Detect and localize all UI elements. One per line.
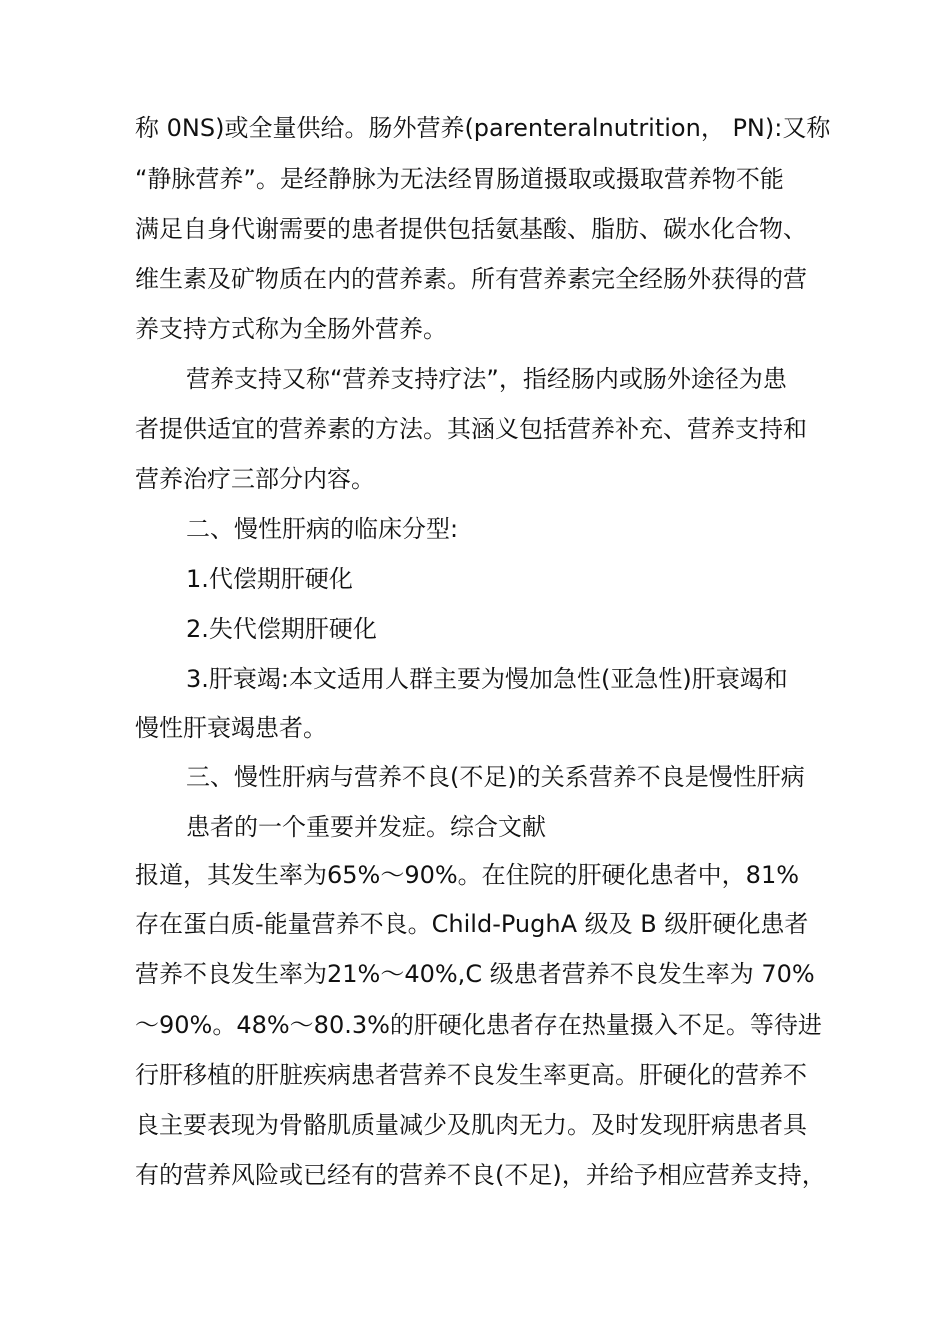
- section-heading-malnutrition-relation: 三、慢性肝病与营养不良(不足)的关系营养不良是慢性肝病: [186, 763, 805, 791]
- section-heading-clinical-types: 二、慢性肝病的临床分型:: [186, 515, 459, 543]
- list-item-compensated-cirrhosis: 1.代偿期肝硬化: [186, 565, 353, 593]
- text-line: 〜90%。48%〜80.3%的肝硬化患者存在热量摄入不足。等待进: [135, 1011, 822, 1039]
- text-line: 满足自身代谢需要的患者提供包括氨基酸、脂肪、碳水化合物、: [135, 215, 807, 243]
- text-line: 良主要表现为骨骼肌质量减少及肌肉无力。及时发现肝病患者具: [135, 1111, 807, 1139]
- paragraph-start-line: 营养支持又称“营养支持疗法”，指经肠内或肠外途径为患: [186, 365, 787, 393]
- list-item-liver-failure: 3.肝衰竭:本文适用人群主要为慢加急性(亚急性)肝衰竭和: [186, 665, 788, 693]
- text-line: “静脉营养”。是经静脉为无法经胃肠道摄取或摄取营养物不能: [135, 165, 784, 193]
- text-line: 有的营养风险或已经有的营养不良(不足)，并给予相应营养支持，: [135, 1161, 826, 1189]
- text-line: 者提供适宜的营养素的方法。其涵义包括营养补充、营养支持和: [135, 415, 807, 443]
- text-line: 存在蛋白质-能量营养不良。Child-PughA 级及 B 级肝硬化患者: [135, 910, 809, 938]
- text-line: 称 0NS)或全量供给。肠外营养(parenteralnutrition， PN):又称: [135, 114, 831, 142]
- text-line: 报道，其发生率为65%〜90%。在住院的肝硬化患者中，81%: [135, 861, 800, 889]
- text-line: 患者的一个重要并发症。综合文献: [186, 813, 546, 841]
- text-line: 营养不良发生率为21%〜40%,C 级患者营养不良发生率为 70%: [135, 960, 815, 988]
- text-line: 慢性肝衰竭患者。: [135, 714, 327, 742]
- text-line: 营养治疗三部分内容。: [135, 465, 375, 493]
- list-item-decompensated-cirrhosis: 2.失代偿期肝硬化: [186, 615, 377, 643]
- text-line: 行肝移植的肝脏疾病患者营养不良发生率更高。肝硬化的营养不: [135, 1061, 807, 1089]
- text-line: 维生素及矿物质在内的营养素。所有营养素完全经肠外获得的营: [135, 265, 807, 293]
- text-line: 养支持方式称为全肠外营养。: [135, 315, 447, 343]
